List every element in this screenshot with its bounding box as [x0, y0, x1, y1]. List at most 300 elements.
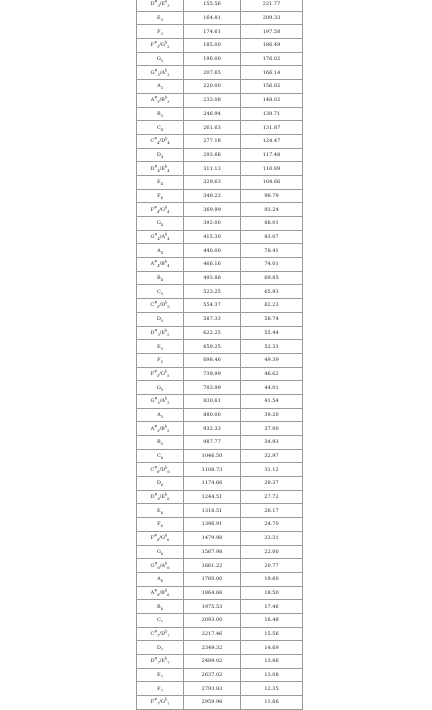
wavelength-cell: 221.77	[241, 0, 303, 11]
table-row	[137, 408, 324, 422]
enharmonic-octave: 6	[167, 565, 170, 570]
enharmonic-letter: G	[160, 535, 165, 542]
enharmonic-separator: /	[159, 206, 161, 213]
note-letter: A	[157, 83, 161, 90]
note-name-cell	[137, 148, 184, 162]
enharmonic-separator: /	[159, 398, 162, 405]
enharmonic-octave: 4	[167, 264, 170, 269]
note-accidental: #	[154, 0, 158, 4]
empty-cell	[303, 394, 324, 408]
enharmonic-accidental: b	[164, 697, 168, 702]
note-letter: F	[157, 28, 161, 35]
wavelength-cell: 83.07	[241, 230, 303, 244]
note-letter: D	[150, 1, 155, 8]
note-accidental: #	[154, 697, 157, 702]
frequency-cell: 1396.91	[184, 518, 241, 532]
enharmonic-separator: /	[159, 494, 162, 501]
frequency-cell: 1760.00	[184, 572, 241, 586]
frequency-cell: 392.00	[184, 217, 241, 231]
note-octave: 5	[160, 291, 164, 296]
table-row	[137, 394, 324, 408]
note-letter: D	[150, 494, 155, 501]
empty-cell	[303, 230, 324, 244]
frequency-cell: 415.30	[184, 230, 241, 244]
note-letter: B	[157, 439, 161, 446]
frequency-cell: 466.16	[184, 258, 241, 272]
enharmonic-separator: /	[159, 370, 161, 377]
note-accidental: #	[154, 40, 157, 45]
note-octave: 4	[157, 264, 160, 269]
enharmonic-octave: 4	[167, 168, 170, 173]
table-row	[137, 134, 324, 148]
note-letter: D	[156, 644, 161, 651]
note-letter: B	[157, 110, 161, 117]
frequency-cell: 220.00	[184, 80, 241, 94]
table-row	[137, 559, 324, 573]
frequency-cell: 659.25	[184, 340, 241, 354]
note-name-cell	[137, 518, 184, 532]
frequency-cell: 1479.98	[184, 531, 241, 545]
note-name-cell	[137, 25, 184, 39]
note-octave: 4	[157, 168, 160, 173]
note-name-cell	[137, 258, 184, 272]
empty-cell	[303, 668, 324, 682]
empty-cell	[303, 121, 324, 135]
wavelength-cell: 65.93	[241, 285, 303, 299]
empty-cell	[303, 600, 324, 614]
enharmonic-letter: D	[161, 138, 166, 145]
wavelength-cell: 62.23	[241, 299, 303, 313]
note-letter: F	[157, 685, 161, 692]
enharmonic-accidental: b	[164, 424, 168, 428]
frequency-cell: 2217.46	[184, 627, 241, 641]
enharmonic-octave: 4	[167, 237, 170, 242]
wavelength-cell: 110.89	[241, 162, 303, 176]
table-row	[137, 422, 324, 436]
note-name-cell	[137, 299, 184, 313]
note-name-cell	[137, 203, 184, 217]
note-name-cell	[137, 217, 184, 231]
note-octave: 6	[160, 524, 163, 529]
note-name-cell	[137, 66, 184, 80]
empty-cell	[303, 531, 324, 545]
empty-cell	[303, 463, 324, 477]
table-row	[137, 655, 324, 669]
wavelength-cell: 197.58	[241, 25, 303, 39]
note-octave: 6	[160, 606, 163, 611]
note-octave: 6	[160, 551, 164, 556]
empty-cell	[303, 340, 324, 354]
enharmonic-accidental: b	[165, 0, 168, 4]
table-row	[137, 203, 324, 217]
note-octave: 4	[157, 141, 160, 146]
note-octave: 7	[160, 675, 163, 680]
note-name-cell	[137, 244, 184, 258]
enharmonic-letter: A	[161, 69, 165, 76]
note-letter: E	[157, 179, 161, 186]
wavelength-cell: 139.71	[241, 107, 303, 121]
frequency-cell: 554.37	[184, 299, 241, 313]
enharmonic-accidental: b	[165, 656, 168, 661]
table-row	[137, 285, 324, 299]
note-accidental: #	[154, 629, 158, 634]
note-accidental: #	[154, 205, 157, 209]
note-octave: 7	[157, 633, 160, 638]
note-name-cell	[137, 696, 184, 710]
frequency-cell: 440.00	[184, 244, 241, 258]
empty-cell	[303, 0, 324, 11]
enharmonic-octave: 3	[167, 72, 170, 77]
enharmonic-octave: 3	[167, 4, 170, 9]
enharmonic-octave: 7	[167, 661, 170, 666]
frequency-cell: 1046.50	[184, 449, 241, 463]
note-letter: D	[150, 165, 155, 172]
empty-cell	[303, 696, 324, 710]
note-octave: 4	[160, 154, 164, 159]
table-row	[137, 299, 324, 313]
enharmonic-accidental: b	[165, 300, 168, 305]
note-name-cell	[137, 422, 184, 436]
note-letter: E	[157, 343, 161, 350]
enharmonic-octave: 6	[167, 592, 170, 597]
note-octave: 3	[160, 113, 163, 118]
enharmonic-letter: B	[161, 261, 165, 268]
frequency-cell: 349.23	[184, 189, 241, 203]
frequency-cell: 196.00	[184, 52, 241, 66]
note-octave: 5	[157, 332, 160, 337]
note-letter: D	[156, 151, 161, 158]
frequency-cell: 830.61	[184, 394, 241, 408]
table-row	[137, 518, 324, 532]
note-letter: G	[150, 234, 155, 241]
frequency-cell: 277.18	[184, 134, 241, 148]
table-row	[137, 613, 324, 627]
note-letter: G	[150, 562, 155, 569]
table-row	[137, 217, 324, 231]
wavelength-cell: 34.93	[241, 436, 303, 450]
note-letter: B	[157, 275, 161, 282]
enharmonic-separator: /	[159, 699, 161, 706]
wavelength-cell: 13.86	[241, 655, 303, 669]
note-name-cell	[137, 477, 184, 491]
note-octave: 7	[157, 702, 160, 707]
table-row	[137, 148, 324, 162]
enharmonic-letter: E	[161, 658, 166, 665]
frequency-cell: 174.61	[184, 25, 241, 39]
frequency-cell: 2093.00	[184, 613, 241, 627]
table-row	[137, 121, 324, 135]
note-accidental: #	[154, 492, 158, 497]
empty-cell	[303, 326, 324, 340]
note-octave: 6	[157, 497, 160, 502]
enharmonic-accidental: b	[164, 95, 168, 100]
enharmonic-separator: /	[159, 302, 162, 309]
wavelength-cell: 156.82	[241, 80, 303, 94]
table-row	[137, 66, 324, 80]
empty-cell	[303, 162, 324, 176]
note-octave: 3	[157, 72, 160, 77]
frequency-cell: 1108.73	[184, 463, 241, 477]
enharmonic-letter: G	[160, 206, 165, 213]
empty-cell	[303, 203, 324, 217]
note-letter: F	[150, 42, 155, 49]
table-row	[137, 477, 324, 491]
wavelength-cell: 41.54	[241, 394, 303, 408]
table-row	[137, 531, 324, 545]
frequency-cell: 932.33	[184, 422, 241, 436]
table-row	[137, 463, 324, 477]
wavelength-cell: 19.60	[241, 572, 303, 586]
note-name-cell	[137, 463, 184, 477]
empty-cell	[303, 217, 324, 231]
wavelength-cell: 55.44	[241, 326, 303, 340]
table-row	[137, 490, 324, 504]
wavelength-cell: 12.35	[241, 682, 303, 696]
frequency-cell: 1864.66	[184, 586, 241, 600]
wavelength-cell: 58.74	[241, 312, 303, 326]
empty-cell	[303, 408, 324, 422]
wavelength-cell: 37.00	[241, 422, 303, 436]
enharmonic-octave: 3	[167, 45, 170, 50]
wavelength-cell: 98.79	[241, 189, 303, 203]
note-name-cell	[137, 668, 184, 682]
note-name-cell	[137, 586, 184, 600]
enharmonic-accidental: b	[165, 492, 168, 497]
wavelength-cell: 14.69	[241, 641, 303, 655]
wavelength-cell: 124.47	[241, 134, 303, 148]
note-letter: C	[150, 302, 155, 309]
enharmonic-separator: /	[159, 630, 162, 637]
frequency-cell: 587.33	[184, 312, 241, 326]
note-name-cell	[137, 545, 184, 559]
table-row	[137, 175, 324, 189]
note-name-cell	[137, 134, 184, 148]
wavelength-cell: 93.24	[241, 203, 303, 217]
wavelength-cell: 39.20	[241, 408, 303, 422]
enharmonic-octave: 7	[167, 633, 170, 638]
enharmonic-separator: /	[159, 138, 162, 145]
note-octave: 6	[160, 510, 163, 515]
frequency-cell: 739.99	[184, 367, 241, 381]
note-name-cell	[137, 340, 184, 354]
table-row	[137, 449, 324, 463]
note-octave: 6	[160, 579, 163, 584]
enharmonic-separator: /	[159, 234, 162, 241]
note-octave: 7	[160, 620, 164, 625]
note-name-cell	[137, 655, 184, 669]
enharmonic-letter: E	[161, 1, 166, 8]
note-letter: E	[157, 672, 161, 679]
enharmonic-separator: /	[159, 535, 161, 542]
note-letter: D	[156, 480, 161, 487]
table-row	[137, 600, 324, 614]
enharmonic-octave: 5	[167, 332, 170, 337]
wavelength-cell: 44.01	[241, 381, 303, 395]
frequency-cell: 369.99	[184, 203, 241, 217]
table-row	[137, 244, 324, 258]
wavelength-cell: 52.33	[241, 340, 303, 354]
note-name-cell	[137, 271, 184, 285]
note-name-cell	[137, 381, 184, 395]
note-letter: G	[156, 548, 161, 555]
enharmonic-letter: A	[161, 234, 165, 241]
note-octave: 5	[160, 360, 163, 365]
note-name-cell	[137, 39, 184, 53]
empty-cell	[303, 449, 324, 463]
frequency-cell: 1174.66	[184, 477, 241, 491]
note-name-cell	[137, 52, 184, 66]
enharmonic-octave: 6	[167, 538, 170, 543]
empty-cell	[303, 189, 324, 203]
wavelength-cell: 16.48	[241, 613, 303, 627]
note-octave: 5	[157, 401, 160, 406]
note-accidental: #	[154, 68, 158, 73]
wavelength-cell: 22.00	[241, 545, 303, 559]
note-octave: 6	[157, 469, 160, 474]
note-accidental: #	[154, 656, 158, 661]
empty-cell	[303, 477, 324, 491]
empty-cell	[303, 559, 324, 573]
wavelength-cell: 78.41	[241, 244, 303, 258]
wavelength-cell: 20.77	[241, 559, 303, 573]
note-octave: 4	[160, 195, 163, 200]
enharmonic-separator: /	[159, 42, 161, 49]
table-row	[137, 381, 324, 395]
note-letter: A	[150, 97, 155, 104]
table-row	[137, 52, 324, 66]
note-name-cell	[137, 312, 184, 326]
enharmonic-letter: A	[161, 398, 165, 405]
note-name-cell	[137, 367, 184, 381]
enharmonic-accidental: b	[165, 328, 168, 333]
table-row	[137, 312, 324, 326]
empty-cell	[303, 682, 324, 696]
empty-cell	[303, 299, 324, 313]
note-letter: C	[150, 138, 155, 145]
note-accidental: #	[154, 232, 158, 237]
enharmonic-letter: B	[161, 425, 165, 432]
note-octave: 4	[160, 127, 164, 132]
note-letter: D	[150, 658, 155, 665]
note-letter: A	[157, 576, 161, 583]
enharmonic-accidental: b	[165, 560, 168, 565]
frequency-cell: 1318.51	[184, 504, 241, 518]
enharmonic-octave: 7	[167, 702, 170, 707]
frequency-cell: 185.00	[184, 39, 241, 53]
wavelength-cell: 131.87	[241, 121, 303, 135]
note-name-cell	[137, 175, 184, 189]
note-octave: 4	[160, 250, 163, 255]
note-letter: G	[150, 69, 155, 76]
note-name-cell	[137, 394, 184, 408]
note-octave: 4	[160, 278, 163, 283]
table-row	[137, 11, 324, 25]
note-name-cell	[137, 162, 184, 176]
note-name-cell	[137, 613, 184, 627]
enharmonic-separator: /	[159, 562, 162, 569]
note-name-cell	[137, 449, 184, 463]
wavelength-cell: 166.14	[241, 66, 303, 80]
note-letter: G	[156, 56, 161, 63]
note-letter: E	[157, 507, 161, 514]
table-body	[137, 0, 324, 709]
wavelength-cell: 17.46	[241, 600, 303, 614]
empty-cell	[303, 93, 324, 107]
enharmonic-octave: 6	[167, 497, 170, 502]
wavelength-cell: 23.31	[241, 531, 303, 545]
note-octave: 4	[157, 209, 160, 214]
note-letter: A	[157, 247, 161, 254]
empty-cell	[303, 175, 324, 189]
empty-cell	[303, 11, 324, 25]
wavelength-cell: 176.02	[241, 52, 303, 66]
empty-cell	[303, 39, 324, 53]
table-row	[137, 340, 324, 354]
frequency-cell: 1244.51	[184, 490, 241, 504]
enharmonic-octave: 4	[167, 141, 170, 146]
enharmonic-letter: B	[161, 97, 165, 104]
note-accidental: #	[154, 328, 158, 333]
empty-cell	[303, 107, 324, 121]
frequency-cell: 698.46	[184, 353, 241, 367]
note-letter: G	[150, 398, 155, 405]
note-name-cell	[137, 627, 184, 641]
note-name-cell	[137, 600, 184, 614]
note-name-cell	[137, 189, 184, 203]
note-name-cell	[137, 641, 184, 655]
empty-cell	[303, 244, 324, 258]
note-octave: 5	[160, 414, 163, 419]
table-row	[137, 258, 324, 272]
enharmonic-octave: 5	[167, 401, 170, 406]
enharmonic-octave: 3	[167, 100, 170, 105]
empty-cell	[303, 436, 324, 450]
table-row	[137, 326, 324, 340]
empty-cell	[303, 285, 324, 299]
enharmonic-accidental: b	[164, 533, 168, 538]
enharmonic-letter: G	[160, 42, 165, 49]
wavelength-cell: 186.49	[241, 39, 303, 53]
note-letter: C	[150, 466, 155, 473]
table-row	[137, 696, 324, 710]
empty-cell	[303, 25, 324, 39]
enharmonic-letter: E	[161, 165, 166, 172]
empty-cell	[303, 518, 324, 532]
note-octave: 3	[160, 86, 163, 91]
empty-cell	[303, 258, 324, 272]
empty-cell	[303, 586, 324, 600]
enharmonic-letter: G	[160, 370, 165, 377]
table-row	[137, 189, 324, 203]
note-frequency-table	[136, 0, 324, 710]
note-name-cell	[137, 80, 184, 94]
table-row	[137, 627, 324, 641]
note-letter: A	[150, 261, 155, 268]
frequency-cell: 329.63	[184, 175, 241, 189]
note-octave: 6	[160, 483, 164, 488]
table-row	[137, 545, 324, 559]
note-name-cell	[137, 436, 184, 450]
note-name-cell	[137, 682, 184, 696]
note-letter: A	[157, 411, 161, 418]
enharmonic-octave: 6	[167, 469, 170, 474]
empty-cell	[303, 422, 324, 436]
note-name-cell	[137, 326, 184, 340]
table-row	[137, 436, 324, 450]
frequency-cell: 155.56	[184, 0, 241, 11]
empty-cell	[303, 572, 324, 586]
table-row	[137, 271, 324, 285]
